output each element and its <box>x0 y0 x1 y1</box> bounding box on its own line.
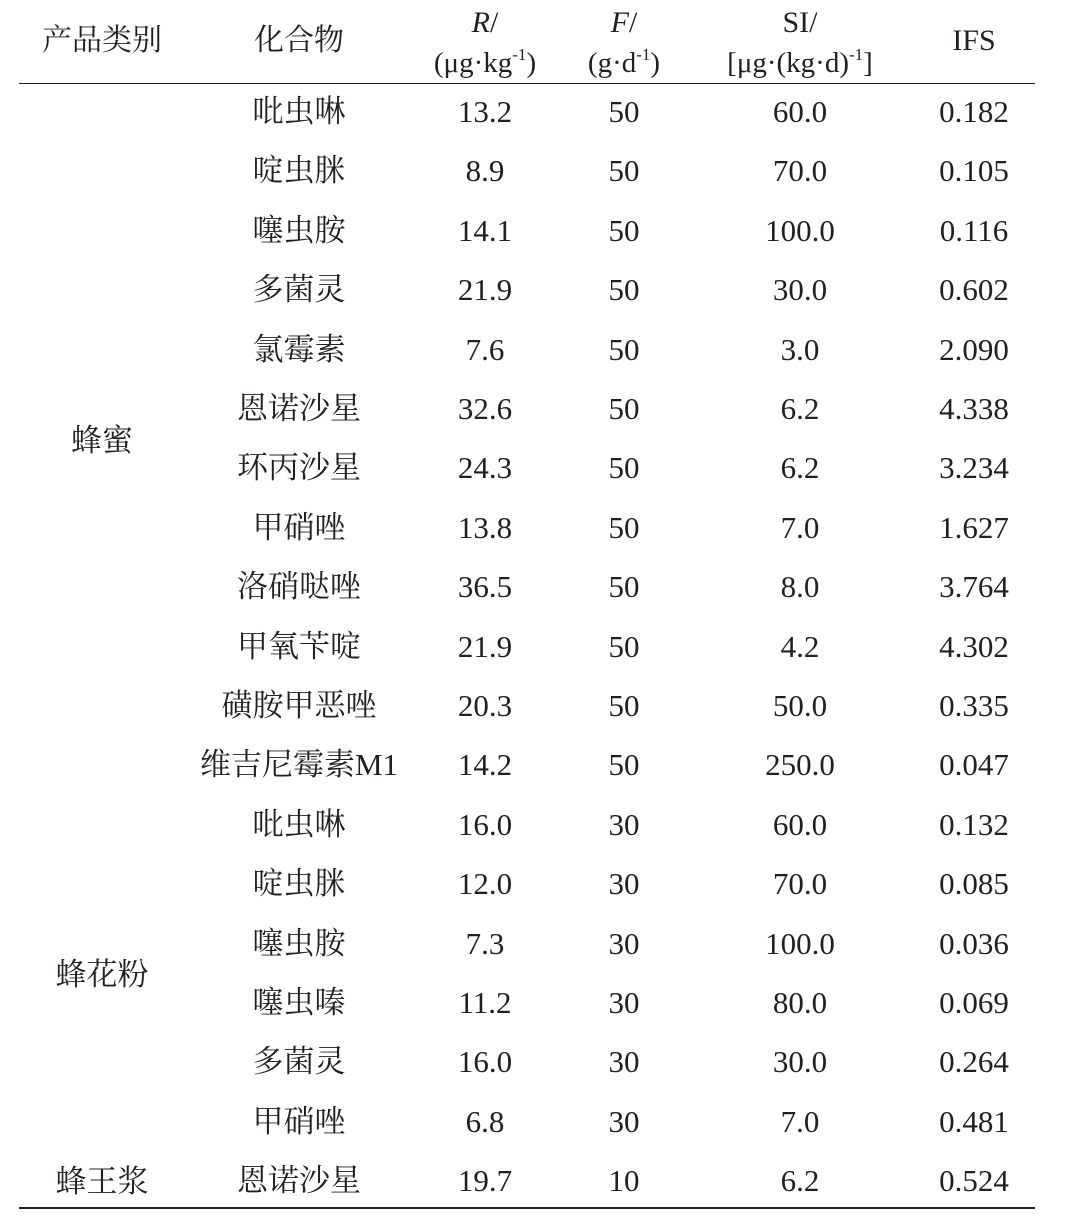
header-rule <box>19 83 1035 84</box>
f-cell: 30 <box>608 926 640 961</box>
category-bee-pollen: 蜂花粉 <box>55 957 149 992</box>
r-cell: 36.5 <box>457 569 513 604</box>
r-cell: 14.2 <box>457 747 513 782</box>
ifs-cell: 0.602 <box>939 272 1009 307</box>
r-cell: 20.3 <box>457 688 513 723</box>
r-cell: 8.9 <box>465 153 505 188</box>
compound-cell: 恩诺沙星 <box>237 391 361 426</box>
ifs-cell: 0.481 <box>939 1104 1009 1139</box>
ifs-cell: 4.302 <box>939 629 1009 664</box>
r-cell: 14.1 <box>457 213 513 248</box>
f-cell: 30 <box>608 807 640 842</box>
si-cell: 6.2 <box>780 450 820 485</box>
ifs-cell: 0.047 <box>939 747 1009 782</box>
f-cell: 50 <box>608 569 640 604</box>
f-cell: 50 <box>608 213 640 248</box>
ifs-cell: 0.069 <box>939 985 1009 1020</box>
r-cell: 11.2 <box>458 985 512 1020</box>
compound-cell: 噻虫胺 <box>252 926 346 961</box>
data-table <box>19 0 1035 1227</box>
ifs-cell: 1.627 <box>939 510 1009 545</box>
ifs-cell: 3.234 <box>939 450 1009 485</box>
r-cell: 7.3 <box>465 926 505 961</box>
header-r-symbol: R <box>471 6 490 39</box>
ifs-cell: 0.105 <box>939 153 1009 188</box>
si-cell: 250.0 <box>765 747 835 782</box>
header-f-symbol: F <box>610 6 629 39</box>
r-cell: 16.0 <box>457 807 513 842</box>
f-cell: 50 <box>608 688 640 723</box>
f-cell: 50 <box>608 450 640 485</box>
compound-cell: 吡虫啉 <box>252 94 346 129</box>
f-cell: 30 <box>608 1044 640 1079</box>
si-cell: 8.0 <box>780 569 820 604</box>
r-cell: 19.7 <box>457 1163 513 1198</box>
header-f-unit-exp: -1 <box>636 45 651 64</box>
si-cell: 30.0 <box>772 272 828 307</box>
si-cell: 60.0 <box>772 807 828 842</box>
si-cell: 70.0 <box>772 866 828 901</box>
f-cell: 30 <box>608 985 640 1020</box>
si-cell: 3.0 <box>780 332 820 367</box>
si-cell: 50.0 <box>772 688 828 723</box>
f-cell: 50 <box>608 153 640 188</box>
compound-cell: 维吉尼霉素M1 <box>199 747 399 782</box>
compound-cell: 多菌灵 <box>252 1044 346 1079</box>
compound-cell: 恩诺沙星 <box>237 1163 361 1198</box>
header-r-unit-text: (μg·kg <box>433 47 513 79</box>
ifs-cell: 0.182 <box>939 94 1009 129</box>
r-cell: 13.2 <box>457 94 513 129</box>
header-f-unit <box>564 46 684 78</box>
compound-cell: 磺胺甲恶唑 <box>221 688 377 723</box>
si-cell: 60.0 <box>772 94 828 129</box>
ifs-cell: 0.264 <box>939 1044 1009 1079</box>
header-f <box>564 8 684 38</box>
compound-cell: 噻虫胺 <box>252 213 346 248</box>
si-cell: 80.0 <box>772 985 828 1020</box>
compound-cell: 啶虫脒 <box>252 866 346 901</box>
ifs-cell: 4.338 <box>939 391 1009 426</box>
header-r-unit <box>414 46 556 78</box>
r-cell: 21.9 <box>457 629 513 664</box>
header-f-unit-text: (g·d <box>587 47 637 79</box>
header-si: SI/ <box>782 6 818 39</box>
r-cell: 12.0 <box>457 866 513 901</box>
r-cell: 24.3 <box>457 450 513 485</box>
r-cell: 16.0 <box>457 1044 513 1079</box>
f-cell: 50 <box>608 94 640 129</box>
r-cell: 13.8 <box>457 510 513 545</box>
header-r <box>414 8 556 38</box>
si-cell: 100.0 <box>765 926 835 961</box>
si-cell: 70.0 <box>772 153 828 188</box>
header-si-unit <box>691 46 909 78</box>
si-cell: 7.0 <box>780 510 820 545</box>
ifs-cell: 0.335 <box>939 688 1009 723</box>
f-cell: 50 <box>608 510 640 545</box>
f-cell: 50 <box>608 629 640 664</box>
si-cell: 7.0 <box>780 1104 820 1139</box>
f-cell: 30 <box>608 866 640 901</box>
header-ifs: IFS <box>952 24 996 57</box>
compound-cell: 噻虫嗪 <box>252 985 346 1020</box>
header-r-unit-exp: -1 <box>512 45 527 64</box>
ifs-cell: 0.036 <box>939 926 1009 961</box>
ifs-cell: 2.090 <box>939 332 1009 367</box>
f-cell: 30 <box>608 1104 640 1139</box>
compound-cell: 氯霉素 <box>252 332 346 367</box>
ifs-cell: 0.524 <box>939 1163 1009 1198</box>
ifs-cell: 0.085 <box>939 866 1009 901</box>
si-cell: 6.2 <box>780 1163 820 1198</box>
category-honey: 蜂蜜 <box>71 423 133 458</box>
header-f-unit-close: ) <box>650 47 661 79</box>
si-cell: 4.2 <box>780 629 820 664</box>
compound-cell: 环丙沙星 <box>237 450 361 485</box>
r-cell: 32.6 <box>457 391 513 426</box>
header-r-slash: / <box>489 6 499 39</box>
f-cell: 10 <box>608 1163 640 1198</box>
bottom-rule <box>19 1207 1035 1209</box>
category-royal-jelly: 蜂王浆 <box>55 1164 149 1199</box>
compound-cell: 甲硝唑 <box>252 510 346 545</box>
r-cell: 21.9 <box>457 272 513 307</box>
f-cell: 50 <box>608 272 640 307</box>
f-cell: 50 <box>608 332 640 367</box>
compound-cell: 啶虫脒 <box>252 153 346 188</box>
header-category: 产品类别 <box>42 24 162 57</box>
header-f-slash: / <box>628 6 638 39</box>
header-si-unit-text: [μg·(kg·d) <box>727 47 849 79</box>
header-r-unit-close: ) <box>526 47 537 79</box>
si-cell: 6.2 <box>780 391 820 426</box>
ifs-cell: 0.116 <box>939 213 1009 248</box>
f-cell: 50 <box>608 391 640 426</box>
f-cell: 50 <box>608 747 640 782</box>
compound-cell: 洛硝哒唑 <box>237 569 361 604</box>
header-compound: 化合物 <box>254 24 344 57</box>
si-cell: 30.0 <box>772 1044 828 1079</box>
compound-cell: 多菌灵 <box>252 272 346 307</box>
si-cell: 100.0 <box>765 213 835 248</box>
compound-cell: 甲氧苄啶 <box>237 629 361 664</box>
compound-cell: 甲硝唑 <box>252 1104 346 1139</box>
header-si-unit-close: ] <box>863 47 873 79</box>
header-si-unit-exp: -1 <box>849 45 864 64</box>
r-cell: 6.8 <box>465 1104 505 1139</box>
r-cell: 7.6 <box>465 332 505 367</box>
ifs-cell: 3.764 <box>939 569 1009 604</box>
ifs-cell: 0.132 <box>939 807 1009 842</box>
compound-cell: 吡虫啉 <box>252 807 346 842</box>
